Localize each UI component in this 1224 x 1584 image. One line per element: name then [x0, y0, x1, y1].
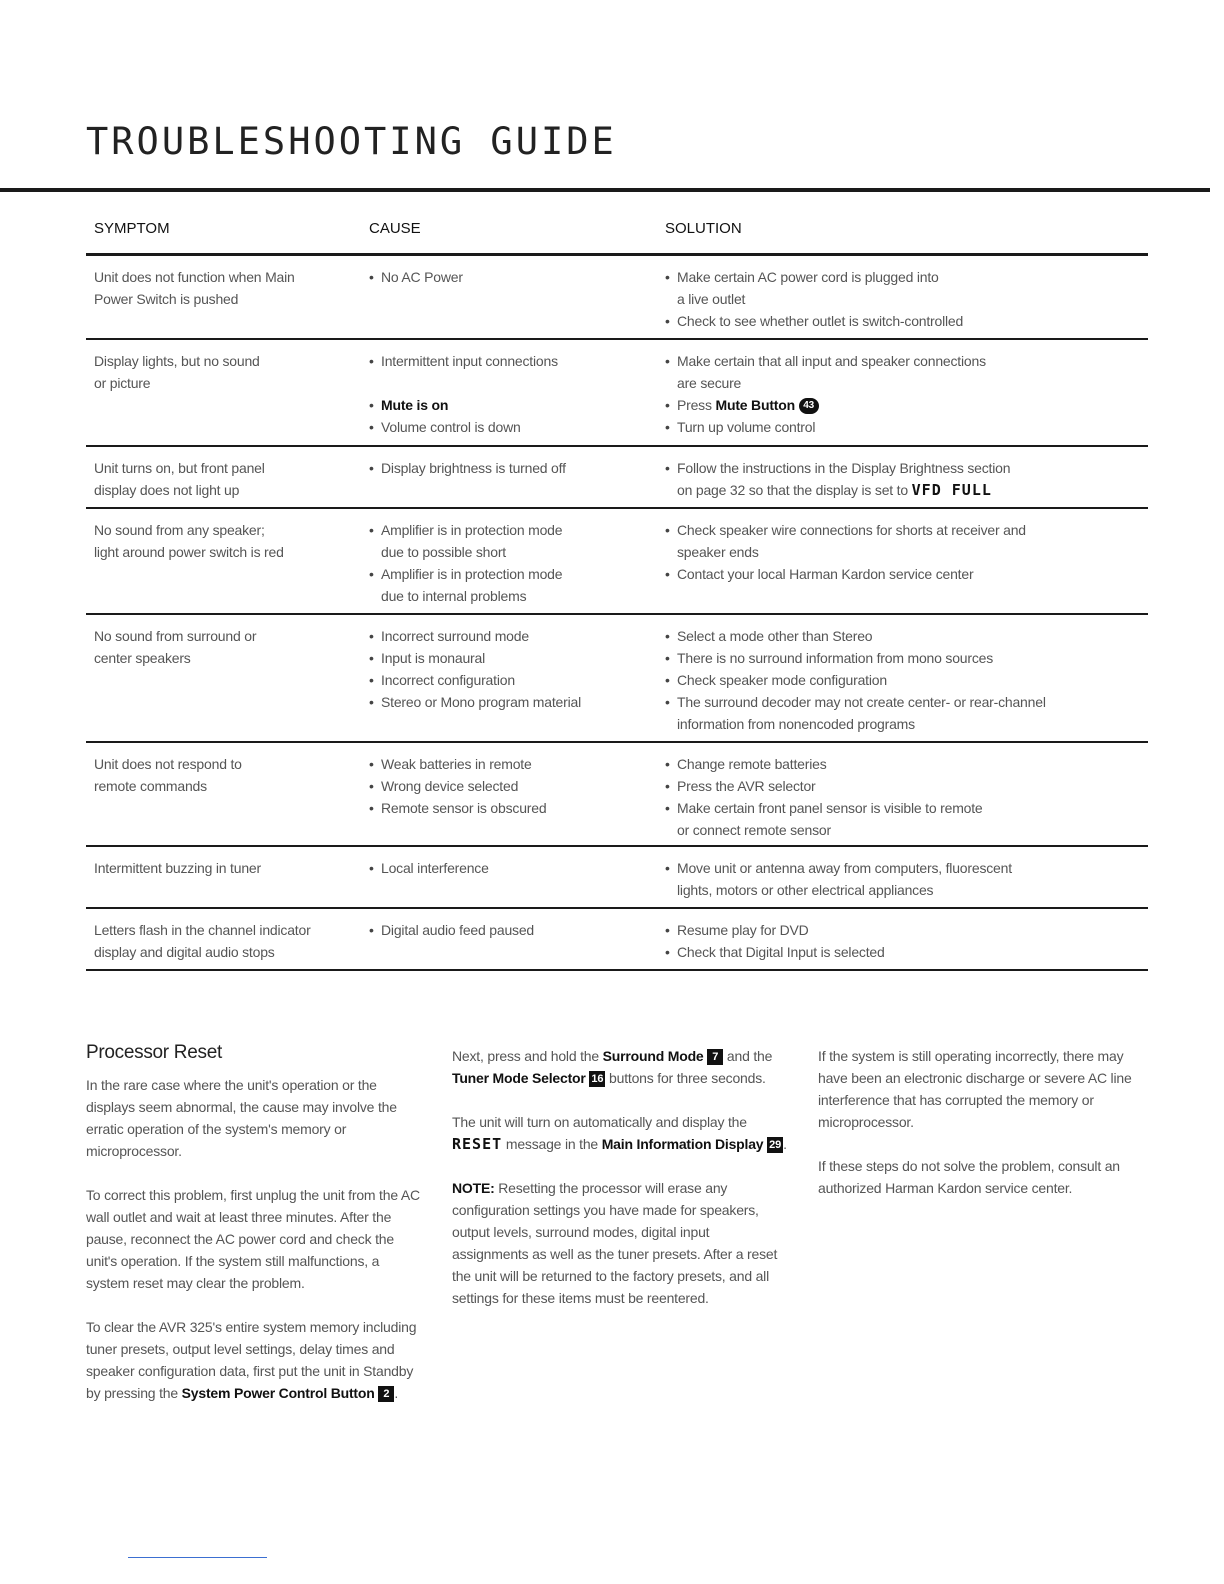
cause-item: • No AC Power: [369, 266, 665, 288]
solution-item: • Make certain AC power cord is plugged into a live outlet: [665, 266, 1148, 310]
reset-paragraph: To clear the AVR 325's entire system memory including tuner presets, output level settings, delay times and speaker configuration data, first put the unit in Standby by pressing the System Power Control Button 2 .: [86, 1319, 417, 1401]
reset-paragraph: To correct this problem, first unplug the unit from the AC wall outlet and wait at least three minutes. After the pause, reconnect the AC power cord and check the unit's operation. If the system still malfunctions, a system reset may clear the problem.: [86, 1187, 420, 1291]
cause-item: • Wrong device selected: [369, 775, 665, 797]
solution-cell: [665, 753, 1148, 845]
processor-reset-column-3: [818, 1045, 1138, 1221]
cause-cell: [369, 266, 665, 338]
button-number-badge: 43: [799, 398, 819, 414]
cause-cell: [369, 625, 665, 741]
cause-cell: [369, 919, 665, 969]
symptom-cell: Unit does not respond to remote commands: [94, 756, 242, 794]
solution-cell: [665, 457, 1148, 507]
solution-item: • There is no surround information from mono sources: [665, 647, 1148, 669]
vfd-display-text: RESET: [452, 1135, 503, 1153]
cause-cell: [369, 857, 665, 907]
solution-item: • Make certain that all input and speaker connections are secure: [665, 350, 1148, 394]
troubleshooting-table: [86, 220, 1148, 971]
cause-item: • Stereo or Mono program material: [369, 691, 665, 713]
solution-item: • Change remote batteries: [665, 753, 1148, 775]
table-row: [86, 340, 1148, 447]
solution-item: • Press the AVR selector: [665, 775, 1148, 797]
cause-item: • Incorrect configuration: [369, 669, 665, 691]
cause-item: • Input is monaural: [369, 647, 665, 669]
reset-paragraph: Next, press and hold the Surround Mode 7 and the Tuner Mode Selector 16 buttons for three seconds.: [452, 1048, 773, 1086]
symptom-cell: No sound from any speaker; light around power switch is red: [94, 522, 284, 560]
table-row: [86, 447, 1148, 509]
cause-item: • Amplifier is in protection mode due to internal problems: [369, 563, 665, 607]
header-solution: SOLUTION: [665, 220, 742, 237]
table-row: [86, 615, 1148, 743]
reset-paragraph: If these steps do not solve the problem, consult an authorized Harman Kardon service center.: [818, 1158, 1120, 1196]
vfd-display-text: VFD FULL: [911, 481, 992, 499]
solution-cell: [665, 266, 1148, 338]
table-row: [86, 256, 1148, 340]
solution-item: • Turn up volume control: [665, 416, 1148, 438]
processor-reset-heading: Processor Reset: [86, 1042, 222, 1063]
reset-paragraph: In the rare case where the unit's operation or the displays seem abnormal, the cause may involve the erratic operation of the system's memory or microprocessor.: [86, 1077, 397, 1159]
cause-item: • Local interference: [369, 857, 665, 879]
button-number-badge: 16: [589, 1071, 605, 1087]
reset-paragraph: If the system is still operating incorrectly, there may have been an electronic discharge or severe AC line interference that has corrupted the memory or microprocessor.: [818, 1048, 1132, 1130]
cause-item: • Digital audio feed paused: [369, 919, 665, 941]
cause-cell: [369, 457, 665, 507]
solution-item: • Follow the instructions in the Display Brightness section on page 32 so that the display is set to VFD FULL: [665, 457, 1148, 501]
solution-item: • Press Mute Button 43: [665, 394, 1148, 416]
table-row: [86, 743, 1148, 847]
solution-cell: [665, 519, 1148, 613]
footer-link-line: [128, 1557, 267, 1558]
solution-cell: [665, 350, 1148, 445]
cause-item: • Mute is on: [369, 394, 665, 416]
cause-cell: [369, 753, 665, 845]
table-row: [86, 509, 1148, 615]
button-number-badge: 29: [767, 1137, 783, 1153]
processor-reset-column-2: [452, 1045, 787, 1331]
cause-item: • Volume control is down: [369, 416, 665, 438]
solution-item: • Select a mode other than Stereo: [665, 625, 1148, 647]
symptom-cell: Unit turns on, but front panel display does not light up: [94, 460, 265, 498]
solution-item: • Check that Digital Input is selected: [665, 941, 1148, 963]
solution-item: • Contact your local Harman Kardon service center: [665, 563, 1148, 585]
table-row: [86, 847, 1148, 909]
cause-item: • Display brightness is turned off: [369, 457, 665, 479]
solution-item: • The surround decoder may not create center- or rear-channel information from nonencoded programs: [665, 691, 1148, 735]
symptom-cell: No sound from surround or center speakers: [94, 628, 257, 666]
cause-item: • Weak batteries in remote: [369, 753, 665, 775]
solution-item: • Check speaker wire connections for shorts at receiver and speaker ends: [665, 519, 1148, 563]
symptom-cell: Intermittent buzzing in tuner: [94, 860, 261, 876]
cause-item: • Remote sensor is obscured: [369, 797, 665, 819]
solution-cell: [665, 625, 1148, 741]
cause-item: • Incorrect surround mode: [369, 625, 665, 647]
cause-cell: [369, 519, 665, 613]
symptom-cell: Letters flash in the channel indicator display and digital audio stops: [94, 922, 311, 960]
cause-item: • Intermittent input connections: [369, 350, 665, 372]
solution-cell: [665, 919, 1148, 969]
symptom-cell: Unit does not function when Main Power Switch is pushed: [94, 269, 295, 307]
solution-cell: [665, 857, 1148, 907]
solution-item: • Move unit or antenna away from computers, fluorescent lights, motors or other electrical appliances: [665, 857, 1148, 901]
cause-item: • Amplifier is in protection mode due to possible short: [369, 519, 665, 563]
solution-item: • Resume play for DVD: [665, 919, 1148, 941]
solution-item: • Check to see whether outlet is switch-controlled: [665, 310, 1148, 332]
symptom-cell: Display lights, but no sound or picture: [94, 353, 260, 391]
solution-item: • Make certain front panel sensor is visible to remote or connect remote sensor: [665, 797, 1148, 841]
button-number-badge: 2: [378, 1386, 394, 1402]
header-symptom: SYMPTOM: [94, 220, 170, 237]
table-header: [86, 220, 1148, 256]
title-rule: [0, 188, 1210, 192]
header-cause: CAUSE: [369, 220, 421, 237]
page-title: TROUBLESHOOTING GUIDE: [86, 120, 617, 163]
button-number-badge: 7: [707, 1049, 723, 1065]
solution-item: • Check speaker mode configuration: [665, 669, 1148, 691]
reset-paragraph: The unit will turn on automatically and display the RESET message in the Main Information Display 29 .: [452, 1114, 787, 1153]
cause-cell: [369, 350, 665, 445]
table-row: [86, 909, 1148, 971]
note-paragraph: NOTE: Resetting the processor will erase any configuration settings you have made for speakers, output levels, surround modes, digital input assignments as well as the tuner presets. After a reset the unit will be returned to the factory presets, and all settings for these items must be reentered.: [452, 1180, 778, 1306]
processor-reset-column-1: [86, 1042, 421, 1426]
